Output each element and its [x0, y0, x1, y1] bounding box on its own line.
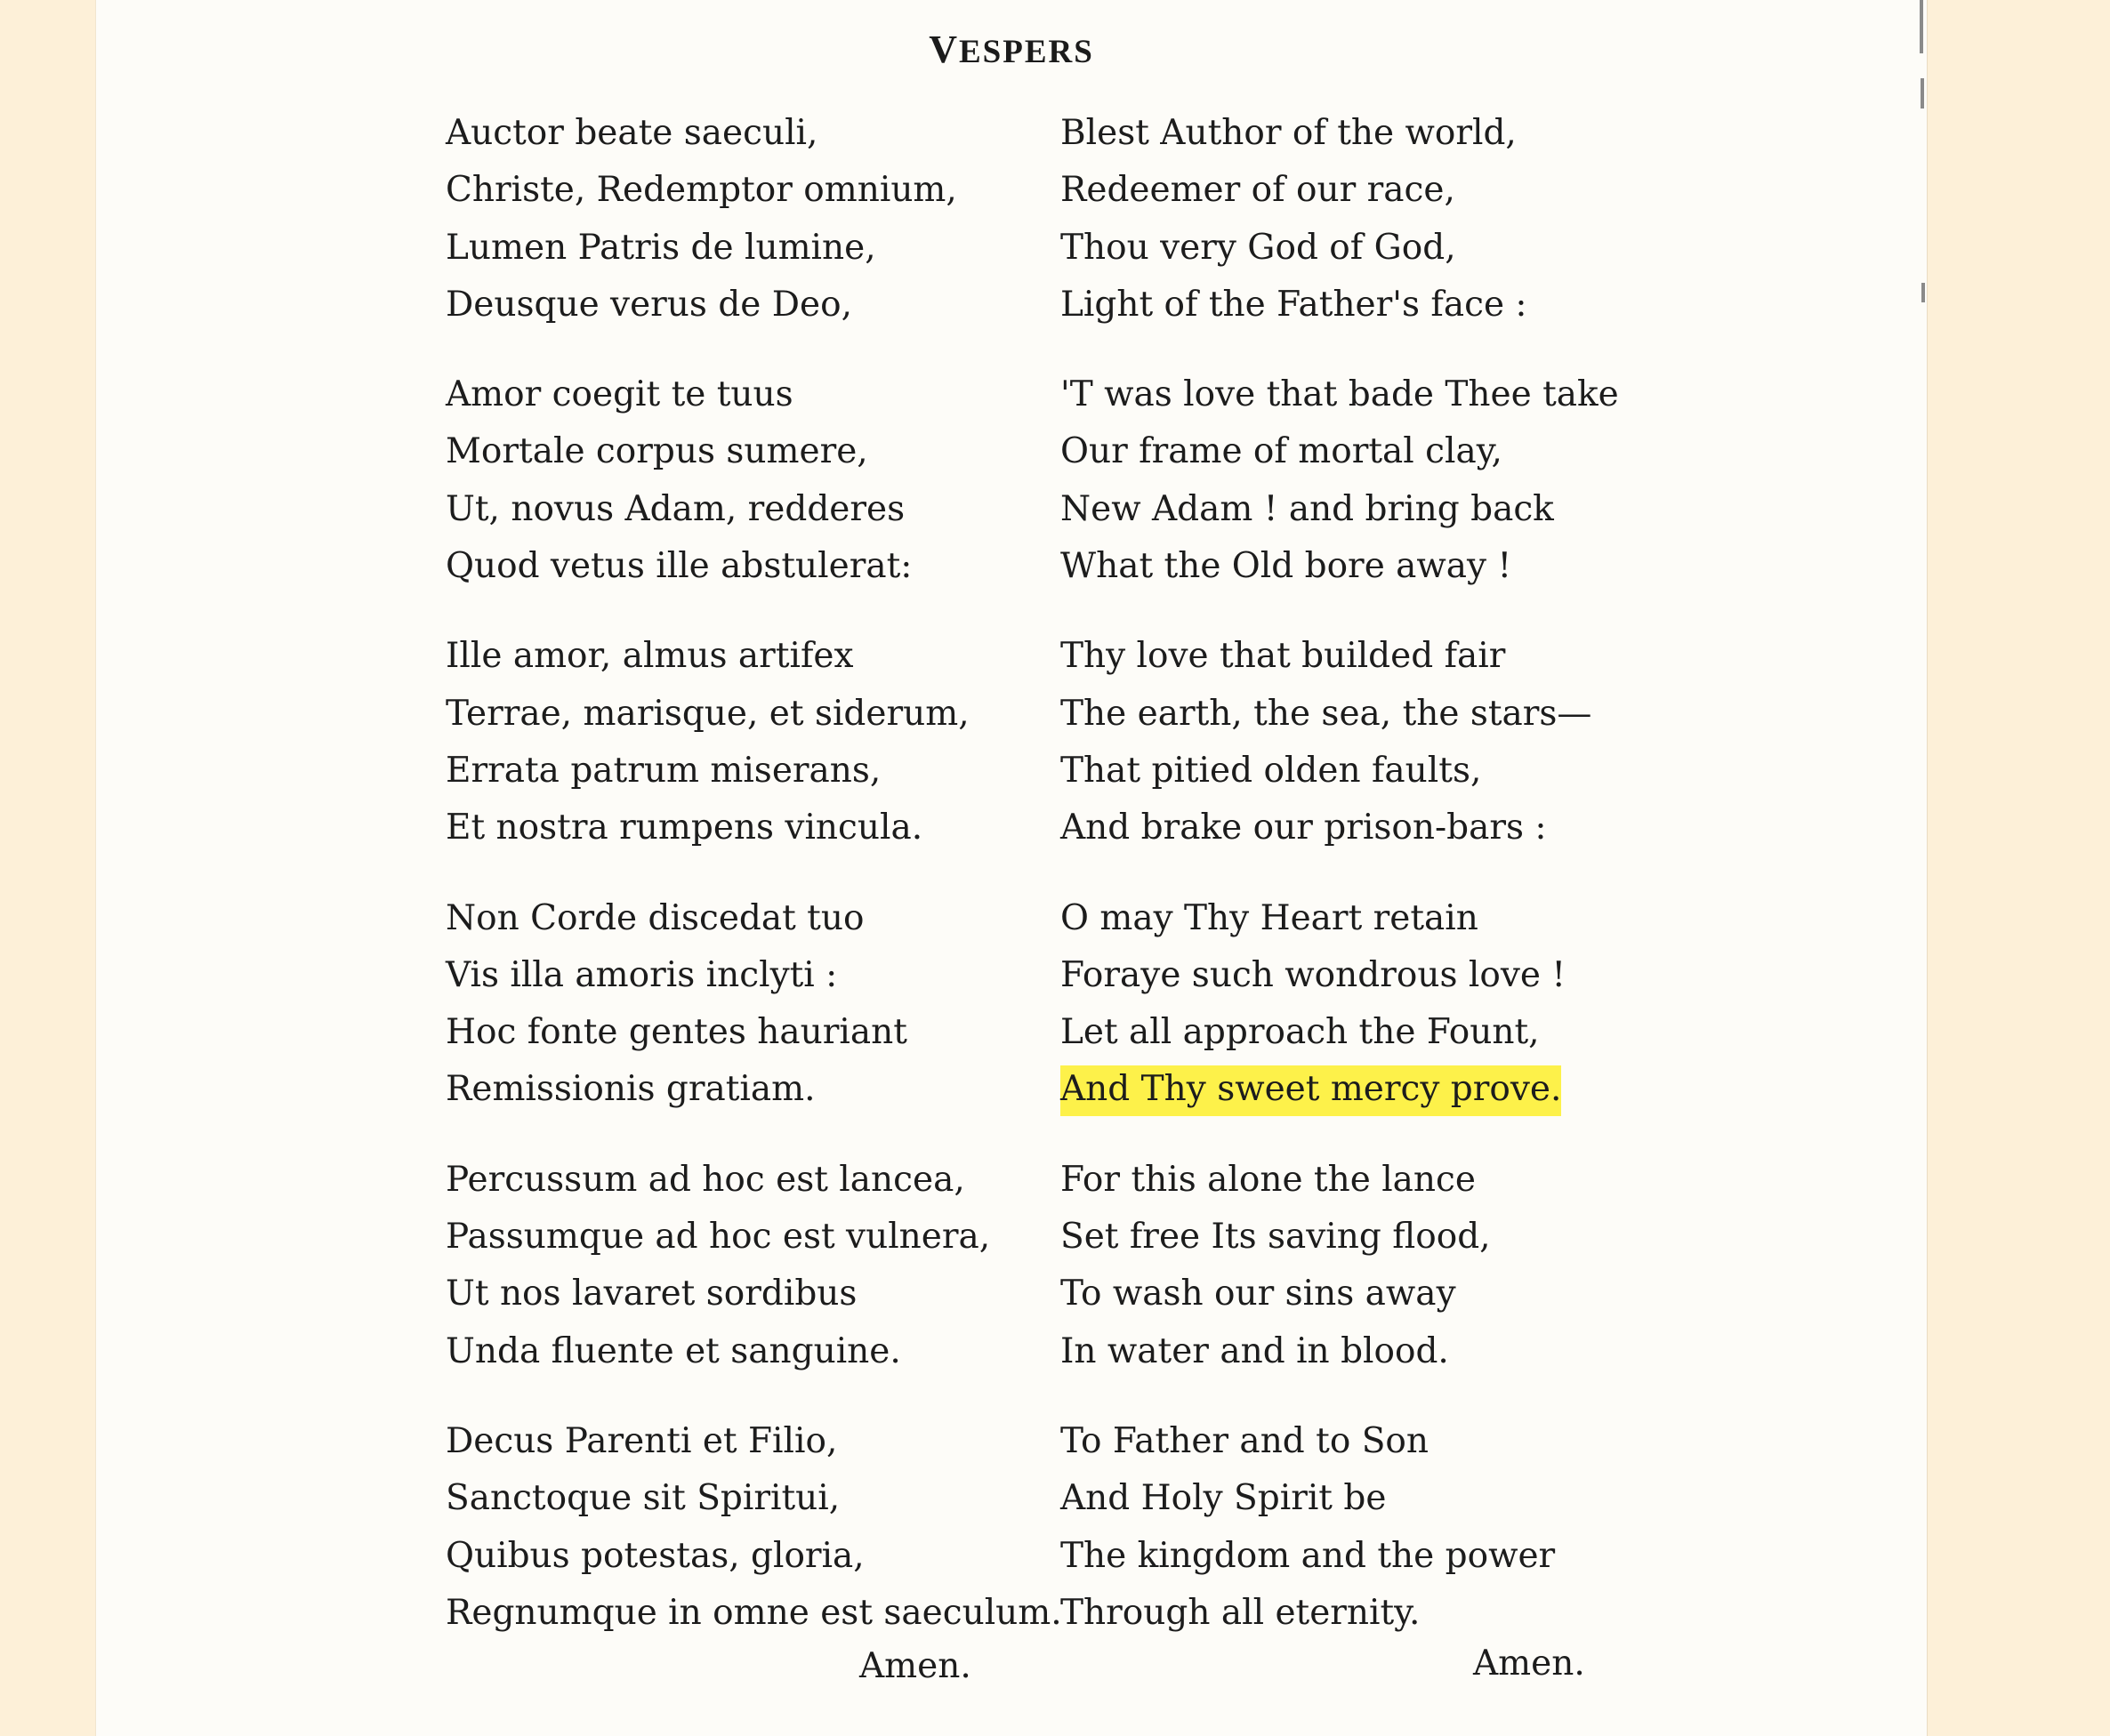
latin-line: Lumen Patris de lumine, — [446, 227, 876, 268]
latin-line: Errata patrum miserans, — [446, 750, 882, 791]
english-stanza — [1060, 628, 1619, 856]
latin-line: Ut nos lavaret sordibus — [446, 1274, 858, 1314]
english-stanza — [1060, 105, 1619, 334]
latin-line: Ille amor, almus artifex — [446, 636, 854, 677]
latin-line: Amor coegit te tuus — [446, 374, 793, 415]
english-line: 'T was love that bade Thee take — [1060, 374, 1619, 415]
english-line: Redeemer of our race, — [1060, 170, 1455, 211]
page-title — [96, 27, 1927, 72]
english-line: New Adam ! and bring back — [1060, 488, 1554, 529]
english-stanza — [1060, 1413, 1619, 1642]
english-line: And Holy Spirit be — [1060, 1478, 1387, 1519]
latin-stanza — [446, 105, 1062, 334]
latin-line: Et nostra rumpens vincula. — [446, 808, 923, 848]
latin-stanza — [446, 890, 1062, 1119]
latin-line: Ut, novus Adam, redderes — [446, 488, 906, 529]
english-line: Thou very God of God, — [1060, 227, 1456, 268]
latin-line: Mortale corpus sumere, — [446, 431, 868, 472]
latin-stanza — [446, 1152, 1062, 1380]
english-line: Set free Its saving flood, — [1060, 1217, 1491, 1258]
latin-line: Deusque verus de Deo, — [446, 284, 852, 325]
latin-line: Christe, Redemptor omnium, — [446, 170, 957, 211]
latin-line: Auctor beate saeculi, — [446, 113, 818, 153]
latin-stanza — [446, 366, 1062, 595]
english-line: Thy love that builded fair — [1060, 636, 1506, 677]
english-line: Let all approach the Fount, — [1060, 1012, 1540, 1053]
latin-stanza — [446, 628, 1062, 856]
latin-line: Decus Parenti et Filio, — [446, 1420, 838, 1461]
latin-line: Percussum ad hoc est lancea, — [446, 1159, 965, 1200]
latin-hymn-column — [446, 105, 1062, 1675]
english-line: Through all eternity. — [1060, 1592, 1421, 1633]
latin-line: Quibus potestas, gloria, — [446, 1535, 865, 1576]
latin-amen: Amen. — [859, 1646, 971, 1686]
english-line — [1060, 1061, 1619, 1118]
english-line: That pitied olden faults, — [1060, 750, 1482, 791]
english-stanza — [1060, 890, 1619, 1119]
english-line: Blest Author of the world, — [1060, 113, 1517, 153]
document-page — [95, 0, 1928, 1736]
latin-line: Hoc fonte gentes hauriant — [446, 1012, 907, 1053]
page-title-rest: ESPERS — [958, 34, 1094, 70]
latin-stanza — [446, 1413, 1062, 1642]
english-line: The kingdom and the power — [1060, 1535, 1556, 1576]
latin-line: Vis illa amoris inclyti : — [446, 954, 838, 995]
english-line: To Father and to Son — [1060, 1420, 1429, 1461]
english-line: Our frame of mortal clay, — [1060, 431, 1502, 472]
english-line: For this alone the lance — [1060, 1159, 1476, 1200]
english-line: O may Thy Heart retain — [1060, 897, 1478, 938]
english-amen: Amen. — [1473, 1644, 1585, 1684]
english-line: Foraye such wondrous love ! — [1060, 954, 1566, 995]
page-title-initial: V — [929, 28, 959, 71]
latin-line: Terrae, marisque, et siderum, — [446, 693, 970, 734]
english-line: The earth, the sea, the stars— — [1060, 693, 1592, 734]
latin-line: Passumque ad hoc est vulnera, — [446, 1217, 991, 1258]
highlighted-text: And Thy sweet mercy prove. — [1060, 1065, 1561, 1116]
latin-line: Remissionis gratiam. — [446, 1069, 816, 1110]
english-line: Light of the Father's face : — [1060, 284, 1527, 325]
english-line: To wash our sins away — [1060, 1274, 1456, 1314]
latin-line: Regnumque in omne est saeculum. — [446, 1592, 1062, 1633]
scan-edge-mark — [1921, 283, 1925, 302]
english-stanza — [1060, 1152, 1619, 1380]
latin-line: Quod vetus ille abstulerat: — [446, 546, 913, 587]
latin-line: Sanctoque sit Spiritui, — [446, 1478, 841, 1519]
scan-edge-mark — [1920, 0, 1923, 53]
english-line: What the Old bore away ! — [1060, 546, 1512, 587]
english-line: And brake our prison-bars : — [1060, 808, 1547, 848]
english-hymn-column — [1060, 105, 1619, 1675]
english-stanza — [1060, 366, 1619, 595]
latin-line: Unda fluente et sanguine. — [446, 1330, 901, 1371]
latin-line: Non Corde discedat tuo — [446, 897, 865, 938]
english-line: In water and in blood. — [1060, 1330, 1449, 1371]
scan-edge-mark — [1921, 78, 1924, 108]
